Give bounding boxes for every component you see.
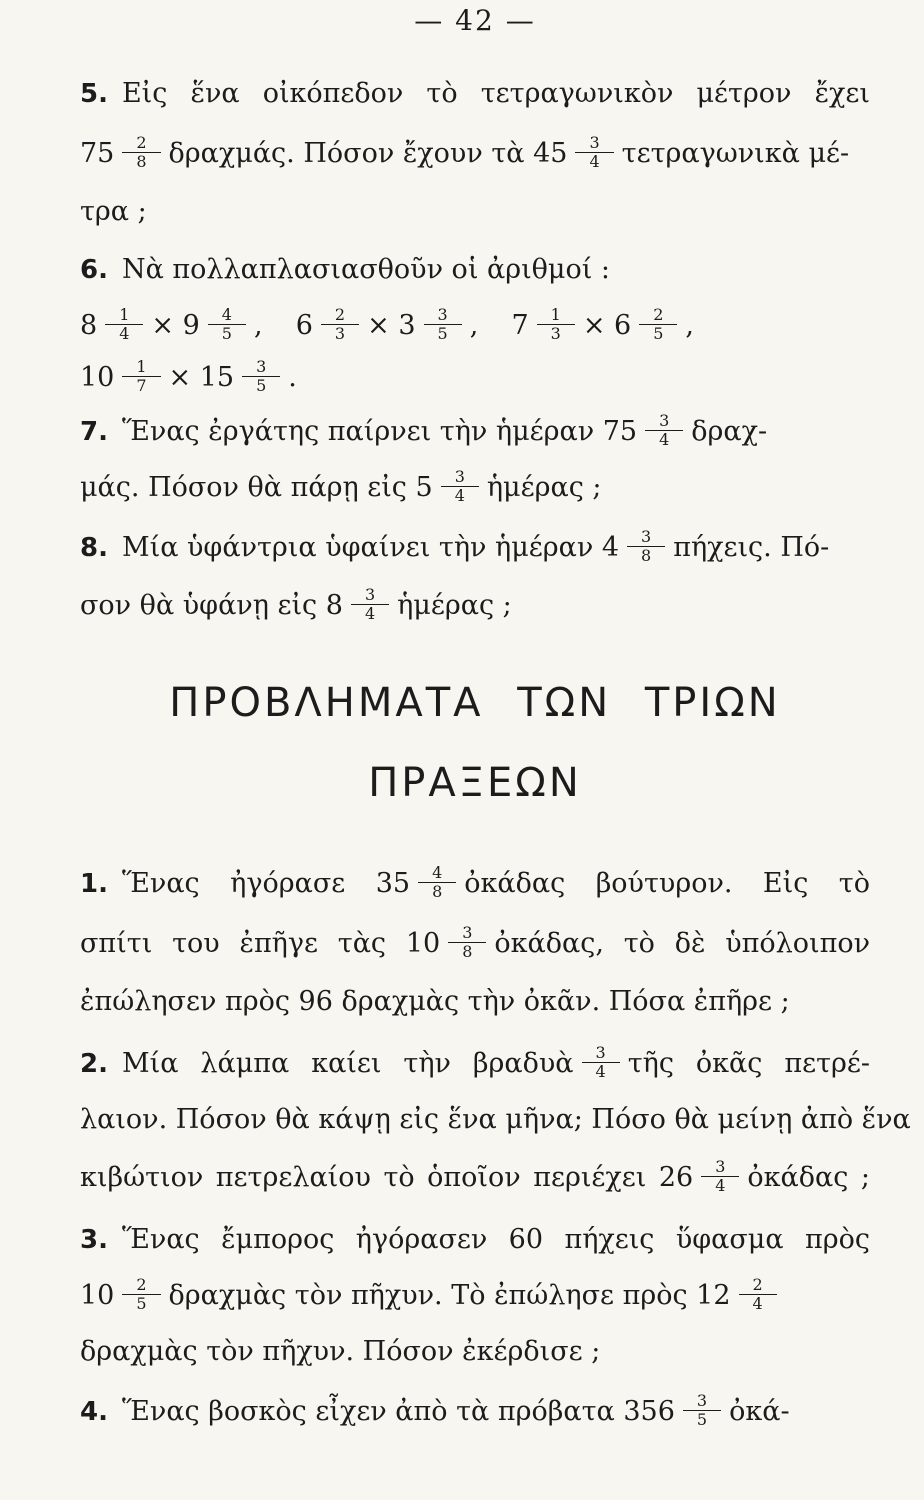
- problem-text: πήχεις. Πό-: [673, 532, 830, 563]
- problem-b2-line-2: [80, 1092, 911, 1148]
- problem-text: ὀκάδας ;: [747, 1162, 871, 1193]
- expression: 6 $\frac{2}{3}$ × 3 $\frac{3}{5}$ ,: [295, 305, 479, 343]
- problem-text: Ἕνας ἐργάτης παίρνει τὴν ἡμέραν 75: [121, 416, 638, 447]
- problem-text: σπίτι του ἐπῆγε τὰς 10: [80, 928, 441, 959]
- problem-5-line-3: [80, 184, 870, 240]
- problem-b3-line-2: [80, 1268, 870, 1324]
- problem-text: ἐπώλησεν πρὸς 96 δραχμὰς τὴν ὀκᾶν. Πόσα ἐπῆρε ;: [80, 986, 790, 1017]
- section-heading-line-1: ΠΡΟΒΛΗΜΑΤΑ ΤΩΝ ΤΡΙΩΝ: [169, 680, 781, 726]
- number-text: 75: [80, 138, 115, 169]
- fraction: $\frac{2}{8}$: [122, 134, 160, 171]
- problem-text: ἡμέρας ;: [486, 472, 602, 503]
- problem-7-line-1: [80, 404, 870, 460]
- problem-text: λαιον. Πόσον θὰ κάψῃ εἰς ἕνα μῆνα; Πόσο θὰ μείνῃ ἀπὸ ἕνα: [80, 1104, 911, 1135]
- problem-7-line-2: [80, 460, 870, 516]
- problem-text: Ἕνας βοσκὸς εἶχεν ἀπὸ τὰ πρόβατα 356: [121, 1396, 675, 1427]
- problem-text: ὀκάδας βούτυρον. Εἰς τὸ: [464, 868, 870, 899]
- problem-text: Μία λάμπα καίει τὴν βραδυὰ: [121, 1048, 574, 1079]
- fraction: $\frac{2}{5}$: [122, 1276, 160, 1313]
- problem-5-line-2: [80, 126, 870, 182]
- problem-b1-line-3: [80, 974, 870, 1030]
- problem-6-expressions: [80, 298, 870, 354]
- problem-text: ὀκά-: [729, 1396, 790, 1427]
- fraction: $\frac{3}{4}$: [351, 586, 389, 623]
- problem-number: 4.: [80, 1397, 108, 1427]
- problem-text: τετραγωνικὰ μέ-: [621, 138, 850, 169]
- fraction: $\frac{2}{4}$: [739, 1276, 777, 1313]
- problem-6-expressions-cont: [80, 350, 870, 406]
- fraction: $\frac{4}{8}$: [418, 864, 456, 901]
- page-number: — 42 —: [414, 4, 536, 37]
- number-text: 10: [80, 1280, 115, 1311]
- fraction: $\frac{3}{8}$: [627, 528, 665, 565]
- problem-b3-line-3: [80, 1324, 870, 1380]
- problem-text: δραχμάς. Πόσον ἔχουν τὰ 45: [168, 138, 568, 169]
- expression: 10 $\frac{1}{7}$ × 15 $\frac{3}{5}$ .: [80, 357, 297, 395]
- fraction: $\frac{3}{8}$: [448, 924, 486, 961]
- problem-text: τῆς ὀκᾶς πετρέ-: [627, 1048, 870, 1079]
- expression: 7 $\frac{1}{3}$ × 6 $\frac{2}{5}$ ,: [511, 305, 695, 343]
- problem-number: 8.: [80, 533, 108, 563]
- fraction: $\frac{3}{4}$: [441, 468, 479, 505]
- fraction: $\frac{3}{5}$: [683, 1392, 721, 1429]
- problem-text: ἡμέρας ;: [397, 590, 512, 621]
- fraction: $\frac{3}{4}$: [701, 1158, 739, 1195]
- fraction: $\frac{3}{4}$: [575, 134, 613, 171]
- fraction: $\frac{3}{4}$: [645, 412, 683, 449]
- problem-text: σον θὰ ὑφάνῃ εἰς 8: [80, 590, 343, 621]
- problem-b1-line-1: [80, 856, 870, 912]
- problem-b3-line-1: [80, 1212, 870, 1268]
- problem-text: δραχμὰς τὸν πῆχυν. Τὸ ἐπώλησε πρὸς 12: [168, 1280, 731, 1311]
- problem-text: Νὰ πολλαπλασιασθοῦν οἱ ἀριθμοί :: [121, 254, 610, 285]
- fraction: $\frac{3}{4}$: [582, 1044, 620, 1081]
- problem-text: δραχμὰς τὸν πῆχυν. Πόσον ἐκέρδισε ;: [80, 1336, 601, 1367]
- problem-text: Μία ὑφάντρια ὑφαίνει τὴν ἡμέραν 4: [121, 532, 620, 563]
- problem-b1-line-2: [80, 916, 870, 972]
- problem-8-line-1: [80, 520, 870, 576]
- problem-number: 2.: [80, 1049, 108, 1079]
- problem-text: ὀκάδας, τὸ δὲ ὑπόλοιπον: [494, 928, 871, 959]
- problem-number: 3.: [80, 1225, 108, 1255]
- problem-6-line-1: [80, 242, 870, 298]
- problem-b4-line-1: [80, 1384, 870, 1440]
- problem-text: κιβώτιον πετρελαίου τὸ ὁποῖον περιέχει 26: [80, 1162, 694, 1193]
- book-page: [80, 0, 911, 1500]
- problem-b2-line-3: [80, 1150, 870, 1206]
- problem-number: 7.: [80, 417, 108, 447]
- problem-number: 5.: [80, 79, 108, 109]
- expression: 8 $\frac{1}{4}$ × 9 $\frac{4}{5}$ ,: [80, 305, 263, 343]
- problem-text: τρα ;: [80, 196, 147, 227]
- problem-text: μάς. Πόσον θὰ πάρῃ εἰς 5: [80, 472, 433, 503]
- problem-8-line-2: [80, 578, 870, 634]
- problem-number: 1.: [80, 869, 108, 899]
- problem-text: δραχ-: [691, 416, 768, 447]
- section-heading-line-2: ΠΡΑΞΕΩΝ: [368, 760, 582, 806]
- problem-text: Ἕνας ἠγόρασε 35: [121, 868, 411, 899]
- problem-5-line-1: [80, 66, 870, 122]
- problem-number: 6.: [80, 255, 108, 285]
- problem-text: Εἰς ἕνα οἰκόπεδον τὸ τετραγωνικὸν μέτρον ἔχει: [121, 78, 870, 109]
- problem-text: Ἕνας ἔμπορος ἠγόρασεν 60 πήχεις ὕφασμα πρὸς: [121, 1224, 870, 1255]
- problem-b2-line-1: [80, 1036, 870, 1092]
